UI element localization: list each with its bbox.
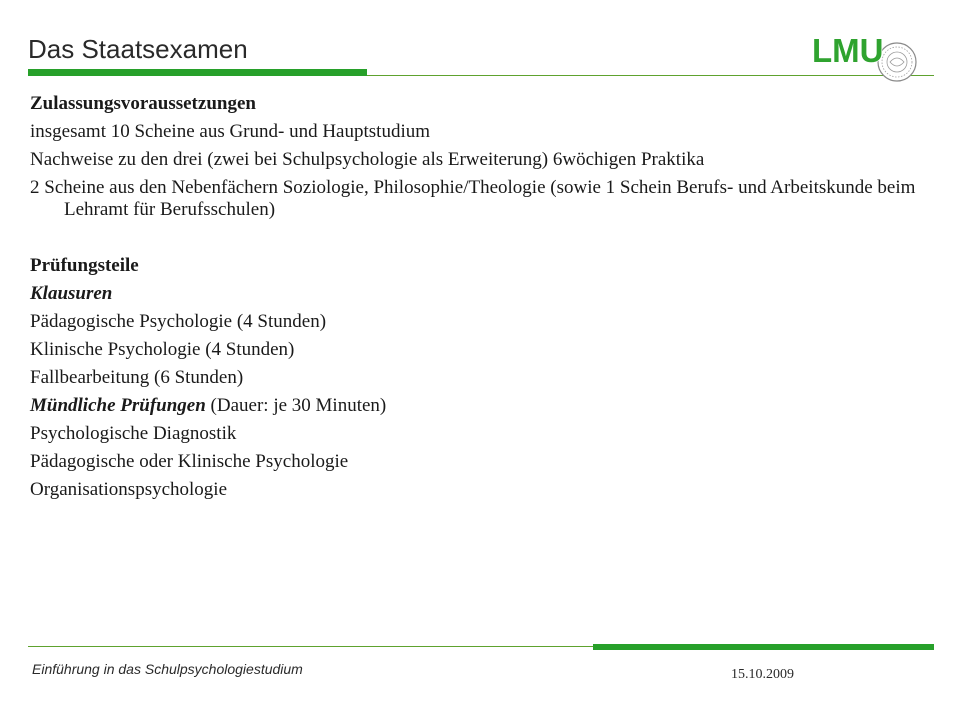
footer-course: Einführung in das Schulpsychologiestudium xyxy=(32,661,303,677)
footer-accent-bar xyxy=(593,644,934,650)
slide-title: Das Staatsexamen xyxy=(28,34,248,64)
oral-exams-heading: Mündliche Prüfungen xyxy=(30,395,206,416)
list-item: Fallbearbeitung (6 Stunden) xyxy=(30,367,244,388)
written-exams-heading: Klausuren xyxy=(30,283,113,304)
list-item: Pädagogische oder Klinische Psychologie xyxy=(30,451,349,472)
footer-date: 15.10.2009 xyxy=(731,667,794,682)
title-accent-bar xyxy=(28,69,367,76)
section-spacer xyxy=(30,224,920,252)
lmu-logo-text: LMU xyxy=(812,32,884,69)
oral-exams-duration: (Dauer: je 30 Minuten) xyxy=(205,395,387,416)
lmu-logo xyxy=(810,26,922,82)
list-item: Psychologische Diagnostik xyxy=(30,423,237,444)
list-item: Organisationspsychologie xyxy=(30,479,228,500)
exam-parts-heading: Prüfungsteile xyxy=(30,255,139,276)
list-item: Pädagogische Psychologie (4 Stunden) xyxy=(30,311,327,332)
list-item: 2 Scheine aus den Nebenfächern Soziologie, Philosophie/Theologie (sowie 1 Schein Berufs- und Arbeitskunde beim Lehramt für Berufsschulen) xyxy=(30,177,916,220)
slide-content xyxy=(30,90,920,504)
list-item: insgesamt 10 Scheine aus Grund- und Hauptstudium xyxy=(30,121,431,142)
list-item: Klinische Psychologie (4 Stunden) xyxy=(30,339,295,360)
list-item: Nachweise zu den drei (zwei bei Schulpsychologie als Erweiterung) 6wöchigen Praktika xyxy=(30,149,705,170)
oral-exams-line xyxy=(30,392,920,420)
admission-heading: Zulassungsvoraussetzungen xyxy=(30,93,256,114)
